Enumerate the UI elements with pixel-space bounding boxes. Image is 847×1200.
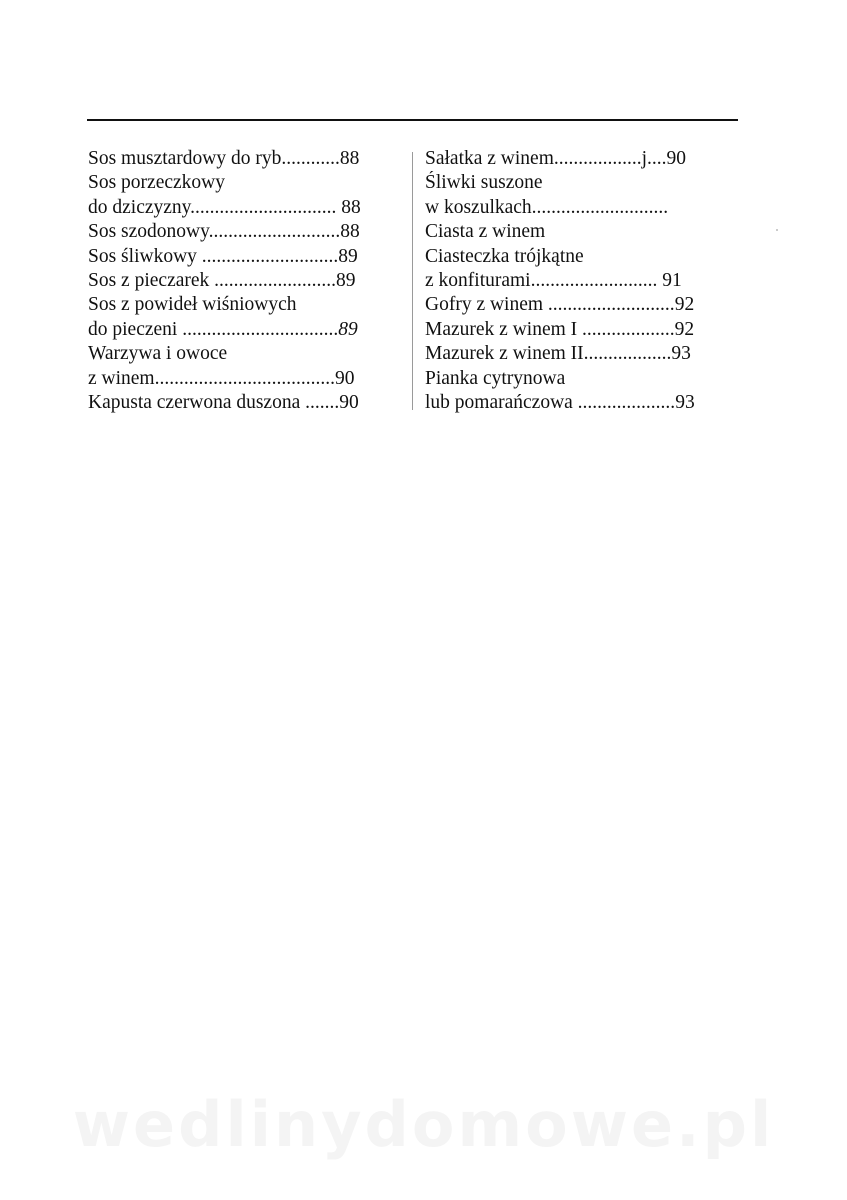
toc-entry-text: do pieczeni ................................ <box>88 318 339 340</box>
toc-entry-text: z konfiturami.......................... <box>425 270 663 292</box>
toc-entry-text: z winem..................................... <box>88 367 335 389</box>
toc-entry <box>88 318 396 342</box>
toc-entry-page: 90 <box>666 148 687 169</box>
toc-entry <box>425 147 733 171</box>
toc-entry <box>88 220 396 244</box>
toc-entry-page: 92 <box>674 318 695 340</box>
toc-entry-text: Sos musztardowy do ryb............ <box>88 148 340 169</box>
toc-entry-text: Sos z pieczarek ......................... <box>88 270 337 292</box>
watermark: wedlinydomowe.pl <box>72 1088 775 1161</box>
toc-entry-text: Gofry z winem .......................... <box>425 294 675 316</box>
toc-entry-page: 89 <box>336 270 356 292</box>
toc-entry-page: 90 <box>334 367 355 389</box>
toc-entry <box>88 147 396 171</box>
toc-entry <box>88 391 396 415</box>
toc-entry <box>425 367 733 391</box>
toc-entry-text: do dziczyzny.............................. <box>88 196 342 218</box>
toc-entry-page: 92 <box>674 294 695 316</box>
toc-entry-page: 90 <box>339 392 359 414</box>
toc-entry-text: Pianka cytrynowa <box>425 367 566 389</box>
toc-entry-page: 88 <box>339 148 360 169</box>
toc-entry <box>425 196 733 220</box>
toc-entry <box>88 293 396 317</box>
toc-entry-text: Sos szodonowy........................... <box>88 221 341 243</box>
toc-entry-page: 89 <box>338 318 358 340</box>
toc-entry <box>425 293 733 317</box>
toc-entry-page: 91 <box>662 270 682 292</box>
toc-entry <box>425 391 733 415</box>
toc-entry <box>425 220 733 244</box>
toc-entry-page: 89 <box>338 245 358 267</box>
top-rule <box>87 119 738 121</box>
toc-entry-text: Mazurek z winem II.................. <box>425 343 672 365</box>
toc-entry <box>88 342 396 366</box>
toc-entry <box>425 245 733 269</box>
toc-entry-text: Sos śliwkowy ............................ <box>88 245 339 267</box>
toc-entry-page: 88 <box>340 221 360 243</box>
toc-entry <box>88 367 396 391</box>
toc-entry-text: Ciasteczka trójkątne <box>425 245 584 267</box>
toc-entry <box>88 269 396 293</box>
toc-entry <box>425 269 733 293</box>
toc-entry <box>425 171 733 195</box>
column-divider <box>412 152 413 410</box>
toc-entry-text: Sos porzeczkowy <box>88 172 226 194</box>
toc-entry-page: 93 <box>675 392 695 414</box>
toc-entry-page: 88 <box>341 196 361 218</box>
toc-entry-text: Warzywa i owoce <box>88 343 228 365</box>
toc-entry <box>425 318 733 342</box>
toc-entry <box>88 171 396 195</box>
scan-speck <box>776 229 778 231</box>
toc-entry-text: lub pomarańczowa .................... <box>425 392 676 414</box>
toc-entry <box>88 245 396 269</box>
toc-entry <box>425 342 733 366</box>
toc-entry-text: w koszulkach............................ <box>425 196 669 218</box>
toc-right-column <box>425 147 733 415</box>
toc-left-column <box>88 147 396 415</box>
toc-entry-text: Mazurek z winem I ................... <box>425 318 675 340</box>
toc-entry-text: Ciasta z winem <box>425 221 546 243</box>
toc-entry-page: 93 <box>671 343 691 365</box>
toc-entry-text: Sałatka z winem..................j.... <box>425 148 667 169</box>
toc-entry-text: Kapusta czerwona duszona ....... <box>88 392 340 414</box>
toc-entry-text: Sos z powideł wiśniowych <box>88 294 297 316</box>
toc-entry <box>88 196 396 220</box>
toc-entry-text: Śliwki suszone <box>425 172 543 194</box>
